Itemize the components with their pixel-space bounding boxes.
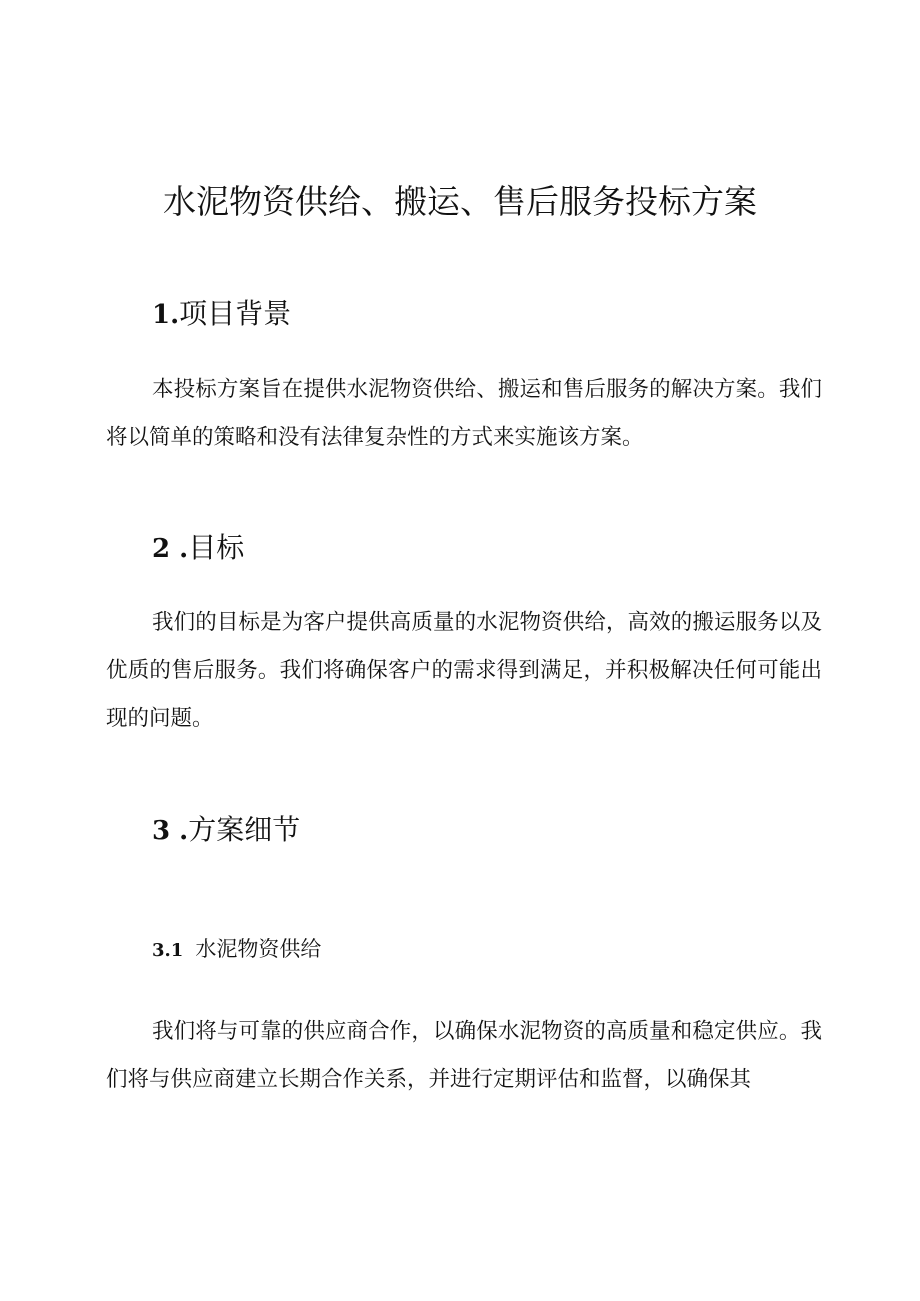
section-1-title: 项目背景 [179,297,292,330]
section-2-title: 目标 [188,531,245,564]
subsection-3-1-heading [152,934,321,966]
section-3-number: 3 . [152,816,189,846]
subsection-3-1-title: 水泥物资供给 [195,937,322,961]
section-3-heading [152,810,300,851]
section-1-heading [152,294,291,335]
section-1-paragraph: 本投标方案旨在提供水泥物资供给、搬运和售后服务的解决方案。我们将以简单的策略和没有法律复杂性的方式来实施该方案。 [106,377,822,450]
subsection-3-1-number: 3.1 [152,940,184,961]
section-2-heading [152,528,244,569]
section-3-title: 方案细节 [188,813,301,846]
section-2-paragraph: 我们的目标是为客户提供高质量的水泥物资供给，高效的搬运服务以及优质的售后服务。我们将确保客户的需求得到满足，并积极解决任何可能出现的问题。 [106,610,822,731]
document-title: 水泥物资供给、搬运、售后服务投标方案 [163,182,757,221]
section-2-number: 2 . [152,534,189,564]
subsection-3-1-paragraph: 我们将与可靠的供应商合作，以确保水泥物资的高质量和稳定供应。我们将与供应商建立长期合作关系，并进行定期评估和监督，以确保其 [106,1019,822,1092]
section-1-number: 1. [152,300,180,330]
